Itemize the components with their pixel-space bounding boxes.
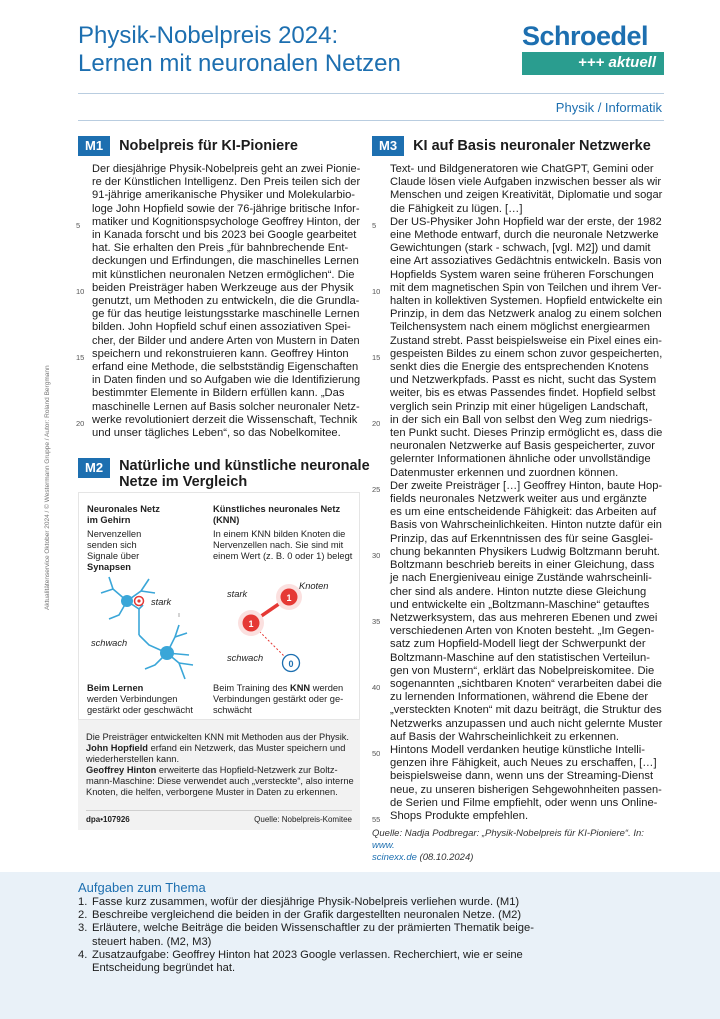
article-line: Netzwerks anzupassen und auch nicht gelernte Muster xyxy=(390,717,663,730)
article-line: cher, der Bilder und andere Arten von Mustern in Daten xyxy=(92,334,360,347)
article-line: neuronalen Netzwerke auf Basis gespeicherter, zuvor xyxy=(390,440,655,453)
article-line: hat. Sie erhalten den Preis „für bahnbrechende Ent- xyxy=(92,242,349,255)
task-text: Fasse kurz zusammen, wofür der diesjährige Physik-Nobelpreis verliehen wurde. (M1) xyxy=(92,896,520,908)
m3-line-number: 5 xyxy=(372,221,377,230)
label-strong-natural: stark xyxy=(151,597,172,607)
article-line: mit künstlichen neuronalen Netzen ermöglichen“. Die xyxy=(92,268,355,281)
synapse-marker-dot xyxy=(137,599,140,602)
article-line: Boltzmann-Maschine auf den statistischen Verteilun- xyxy=(390,651,650,664)
knn-training-note xyxy=(213,683,343,716)
article-line: zu lernenden Informationen, während die Ebene der xyxy=(390,691,649,704)
infographic-panel xyxy=(78,492,360,720)
article-line: loge John Hopfield sowie der 76-jährige britische Infor- xyxy=(92,202,360,215)
task-item xyxy=(78,949,578,975)
header-divider xyxy=(78,93,664,94)
m1-line-number: 20 xyxy=(76,419,85,428)
article-line: es um eine entscheidende Fähigkeit: das Arbeiten auf xyxy=(390,506,657,519)
caption-line: mann-Maschine: Diese verwendet auch „versteckte“, also interne xyxy=(86,776,354,786)
natural-net-desc-line: Nervenzellen xyxy=(87,529,142,539)
caption-line: Die Preisträger entwickelten KNN mit Methoden aus der Physik. xyxy=(86,732,350,742)
caption-line: erfand ein Netzwerk, das Muster speichern und xyxy=(147,743,346,753)
article-line: ge für das heutige leistungsstarke maschinelle Lernen xyxy=(92,308,360,321)
logo-tagline: +++ aktuell xyxy=(522,52,664,75)
article-line: weiter, bis es etwas Passendes findet. Hopfield selbst xyxy=(390,387,656,400)
article-line: sogenannten „sichtbaren Knoten“ verarbeiten dabei die xyxy=(390,677,662,690)
task-number: 3. xyxy=(78,922,88,935)
m3-line-number: 25 xyxy=(372,485,381,494)
article-line: gen von Mustern“, erklärt das Nobelpreiskomitee. Die xyxy=(390,664,655,677)
synapse-label: Synapsen xyxy=(87,562,131,572)
side-credit-text: Aktualitätenservice Oktober 2024 / © Westermann Gruppe / Autor: Roland Bergmann xyxy=(44,365,51,610)
article-line: beispielsweise dann, wenn uns der Streaming-Dienst xyxy=(390,770,654,783)
article-line: eine Art assoziatives Gedächtnis entwickeln. Basis von xyxy=(390,255,662,268)
article-line: Hintons Modell verdanken heutige künstliche Intelli- xyxy=(390,743,645,756)
article-line: chung bekannten Physikers Ludwig Boltzmann beruht. xyxy=(390,545,660,558)
artificial-net-title-line: (KNN) xyxy=(213,515,240,525)
article-line: Menschen und zeigen Kreativität, Diplomatie und sogar xyxy=(390,189,663,202)
m1-header xyxy=(78,136,298,156)
task-item xyxy=(78,909,578,922)
infographic-source: Quelle: Nobelpreis-Komitee xyxy=(254,815,352,824)
m1-heading: Nobelpreis für KI-Pioniere xyxy=(119,138,298,154)
article-line: Netzwerksystem, das aus mehreren Ebenen und zwei xyxy=(390,611,658,624)
article-line: senkt dies die Energie des entsprechenden Knotens xyxy=(390,361,649,374)
agency-credit: dpa•107926 xyxy=(86,815,130,824)
knn-training-note-part: Beim Training des xyxy=(213,683,290,693)
article-line: genutzt, um Methoden zu entwickeln, die die Grundla- xyxy=(92,295,360,308)
natural-net-desc-line: senden sich xyxy=(87,540,137,550)
natural-learning-note-line: gestärkt oder geschwächt xyxy=(87,705,193,715)
m3-source-link[interactable]: www. xyxy=(372,840,395,851)
article-line: Hopfields System waren seine früheren Forschungen xyxy=(390,268,654,281)
natural-net-desc-line: Signale über xyxy=(87,551,140,561)
m3-source-date: (08.10.2024) xyxy=(416,852,474,863)
m3-heading: KI auf Basis neuronaler Netzwerke xyxy=(413,138,651,154)
m1-line-number: 10 xyxy=(76,287,85,296)
subject-label: Physik / Informatik xyxy=(555,100,662,115)
article-line: „versteckten Knoten“ mit dazu beiträgt, die Struktur des xyxy=(390,704,662,717)
natural-net-title-line: Neuronales Netz xyxy=(87,504,160,514)
article-line: ten Punkt sucht. Dieses Prinzip ermöglicht es, dass die xyxy=(390,427,663,440)
infographic-footer-rule xyxy=(86,810,352,811)
article-line: in Daten finden und so Aufgaben wie die Identifizierung xyxy=(92,374,361,387)
task-text: Zusatzaufgabe: Geoffrey Hinton hat 2023 Google verlassen. Recherchiert, wie er seine xyxy=(92,948,523,961)
article-line: Prinzip, das auf Erkenntnissen des für seine Gasglei- xyxy=(390,532,654,545)
artificial-net-desc-line: Nervenzellen nach. Sie sind mit xyxy=(213,540,344,550)
m3-line-number: 20 xyxy=(372,419,381,428)
article-line: verschiedenen Arten von Knoten besteht. „Im Gegen- xyxy=(390,625,655,638)
article-line: in der sich ein Ball von selbst den Weg zum niedrigs- xyxy=(390,413,653,426)
task-number: 4. xyxy=(78,948,88,961)
task-item xyxy=(78,896,578,909)
m3-header xyxy=(372,136,651,156)
article-line: neue, zu unseren bisherigen Sehgewohnheiten passen- xyxy=(390,783,662,796)
label-weak-knn: schwach xyxy=(227,653,264,663)
knn-training-note-bold: KNN xyxy=(290,683,311,693)
m3-tag: M3 xyxy=(372,136,404,156)
m3-line-number: 30 xyxy=(372,551,381,560)
article-line: fields neuronales Netzwerk weiter aus und ergänzte xyxy=(390,493,647,506)
m3-line-number: 50 xyxy=(372,749,381,758)
article-line: und entwickelte ein „Boltzmann-Maschine“ getauftes xyxy=(390,598,650,611)
m3-source-text: Quelle: Nadja Podbregar: „Physik-Nobelpreis für KI-Pioniere“. In: xyxy=(372,828,644,839)
task-text: Beschreibe vergleichend die beiden in der Grafik dargestellten neuronalen Netze. (M2) xyxy=(92,909,522,922)
article-line: Zustand strebt. Passt beispielsweise ein Pixel eines ein- xyxy=(390,334,662,347)
knn-training-note-line: Verbindungen gestärkt oder ge- xyxy=(213,694,344,704)
m3-line-number: 40 xyxy=(372,683,381,692)
m1-tag: M1 xyxy=(78,136,110,156)
artificial-net-desc-line: In einem KNN bilden Knoten die xyxy=(213,529,346,539)
m1-article-text xyxy=(92,163,360,440)
article-line: Der US-Physiker John Hopfield war der erste, der 1982 xyxy=(390,215,662,228)
task-text: Erläutere, welche Beiträge die beiden Wissenschaftler zu der prämierten Thematik beige- xyxy=(92,922,534,935)
article-line: Teilchensystem nach einem möglichst energiearmen xyxy=(390,321,650,334)
article-line: satz zum Hopfield-Modell liegt der Schwerpunkt der xyxy=(390,638,646,651)
article-line: Prinzip, in dem das Netzwerk analog zu einem solchen xyxy=(390,308,662,321)
artificial-net-title-line: Künstliches neuronales Netz xyxy=(213,504,341,514)
tasks-title: Aufgaben zum Thema xyxy=(78,880,206,895)
m2-heading xyxy=(119,458,370,490)
article-line: Datenmuster erkennen und zuordnen können. xyxy=(390,466,619,479)
m2-heading-line-2: Netze im Vergleich xyxy=(119,474,248,490)
infographic-caption xyxy=(86,732,356,798)
article-line: verglich sein Prinzip mit einer hügeligen Landschaft, xyxy=(390,400,649,413)
article-line: bestimmter Elemente in Bildern erfüllen kann. „Das xyxy=(92,387,345,400)
article-line: genzen ihre Fähigkeit, auch Neues zu erschaffen, […] xyxy=(390,757,657,770)
page-title xyxy=(78,22,498,78)
side-credit xyxy=(44,340,58,610)
logo-wordmark: Schroedel xyxy=(522,21,649,51)
m3-article-text xyxy=(390,163,662,823)
article-line: gelernter Informationen ähnliche oder unvollständige xyxy=(390,453,651,466)
neural-network-infographic xyxy=(78,492,360,830)
publisher-logo xyxy=(522,22,664,75)
label-strong-knn: stark xyxy=(227,589,248,599)
article-line: Boltzmann beschrieb bereits in einer Gleichung, dass xyxy=(390,559,655,572)
article-line: maschinelle Lernen auf Basis solcher neuronaler Netz- xyxy=(92,400,360,413)
article-line: Text- und Bildgeneratoren wie ChatGPT, Gemini oder xyxy=(390,163,654,175)
article-line: 91-jährige amerikanische Physiker und Molekularbio- xyxy=(92,189,356,202)
knn-node-3-value: 0 xyxy=(288,659,294,669)
caption-bold: Geoffrey Hinton xyxy=(86,765,157,775)
knn-training-note-line: schwächt xyxy=(213,705,252,715)
m3-source-link[interactable]: scinexx.de xyxy=(372,852,417,863)
caption-line: Knoten, die helfen, verborgene Muster in Daten zu erkennen. xyxy=(86,787,338,797)
task-item xyxy=(78,922,578,948)
m3-source xyxy=(372,828,662,864)
knn-node-2-value: 1 xyxy=(248,619,254,629)
article-line: mit dem magnetischen Spin von Teilchen und ihrem Ver- xyxy=(390,281,662,294)
m1-line-number: 15 xyxy=(76,353,85,362)
knn-training-note-part: werden xyxy=(310,683,344,693)
natural-net-title-line: im Gehirn xyxy=(87,515,131,525)
m3-line-number: 15 xyxy=(372,353,381,362)
caption-bold: John Hopfield xyxy=(86,743,148,753)
natural-learning-note xyxy=(87,683,193,716)
article-line: Der diesjährige Physik-Nobelpreis geht an zwei Pionie- xyxy=(92,163,361,175)
article-line: und unser tägliches Leben“, so das Nobelkomitee. xyxy=(92,427,341,440)
task-text: Entscheidung begründet hat. xyxy=(92,962,236,975)
knoten-label: Knoten xyxy=(299,581,329,591)
article-line: werke revolutioniert derzeit die Wissenschaft, Technik xyxy=(92,413,358,426)
article-line: speichern und rekonstruieren kann. Geoffrey Hinton xyxy=(92,347,349,360)
article-line: in Kanada forscht und bis 2023 bei Google gearbeitet xyxy=(92,229,357,242)
m3-line-number: 35 xyxy=(372,617,381,626)
m1-line-number: 5 xyxy=(76,221,81,230)
m3-line-number: 10 xyxy=(372,287,381,296)
article-line: bilden. John Hopfield schuf einen assoziativen Spei- xyxy=(92,321,351,334)
article-line: Shops Produkte empfehlen. xyxy=(390,809,529,822)
article-line: re der Künstlichen Intelligenz. Den Preis teilen sich der xyxy=(92,176,361,189)
label-weak-natural: schwach xyxy=(91,638,128,648)
title-line-1: Physik-Nobelpreis 2024: xyxy=(78,22,339,49)
article-line: und Netzwerkpfads. Passt es nicht, sucht das System xyxy=(390,374,657,387)
tasks-list xyxy=(78,896,578,975)
caption-line: wiederherstellen kann. xyxy=(86,754,180,764)
article-line: halten in kollektiven Systemen. Hopfield entwickelte ein xyxy=(390,295,663,308)
m2-header xyxy=(78,458,370,490)
title-line-2: Lernen mit neuronalen Netzen xyxy=(78,50,401,77)
article-line: deckungen und Erfindungen, die maschinelles Lernen xyxy=(92,255,359,268)
article-line: cher sind als andere. Hinton nutzte diese Gleichung xyxy=(390,585,647,598)
article-line: Claude lösen viele Aufgaben inzwischen besser als wir xyxy=(390,176,662,189)
article-line: gespeisten Bildes zu einem schon zuvor gespeicherten, xyxy=(390,347,663,360)
task-text: steuert haben. (M2, M3) xyxy=(92,935,212,948)
task-number: 1. xyxy=(78,896,88,908)
article-line: Der zweite Preisträger […] Geoffrey Hinton, baute Hop- xyxy=(390,479,663,492)
natural-learning-note-bold: Beim Lernen xyxy=(87,683,144,693)
article-line: eine Methode entwarf, durch die neuronale Netzwerke xyxy=(390,229,659,242)
article-line: de Serien und Filme empfiehlt, oder wenn uns Online- xyxy=(390,796,658,809)
article-line: je nach Energieniveau einige Zustände wahrscheinli- xyxy=(390,572,652,585)
article-line: Gewichtungen (stark - schwach, [vgl. M2]) und damit xyxy=(390,242,651,255)
task-number: 2. xyxy=(78,909,88,922)
article-line: matiker und Kognitionspsychologe Geoffrey Hinton, der xyxy=(92,215,361,228)
article-line: auf Basis der Wahrscheinlichkeit zu erkennen. xyxy=(390,730,620,743)
neuron-body-lower xyxy=(160,646,174,660)
subject-divider xyxy=(78,120,664,121)
article-line: erfand eine Methode, die selbstständig Eigenschaften xyxy=(92,361,359,374)
m3-line-number: 55 xyxy=(372,815,381,824)
article-line: beiden Preisträger haben Werkzeuge aus der Physik xyxy=(92,281,354,294)
neuron-body-upper xyxy=(121,595,133,607)
knn-node-1-value: 1 xyxy=(286,593,292,603)
m2-tag: M2 xyxy=(78,458,110,478)
article-line: die Fähigkeit zu lügen. […] xyxy=(390,202,523,215)
caption-line: erweiterte das Hopfield-Netzwerk zur Boltz- xyxy=(156,765,338,775)
m2-heading-line-1: Natürliche und künstliche neuronale xyxy=(119,458,370,474)
article-line: Basis von Wahrscheinlichkeiten. Hinton nutzte dafür ein xyxy=(390,519,662,532)
artificial-net-desc-line: einem Wert (z. B. 0 oder 1) belegt xyxy=(213,551,353,561)
natural-learning-note-line: werden Verbindungen xyxy=(87,694,178,704)
